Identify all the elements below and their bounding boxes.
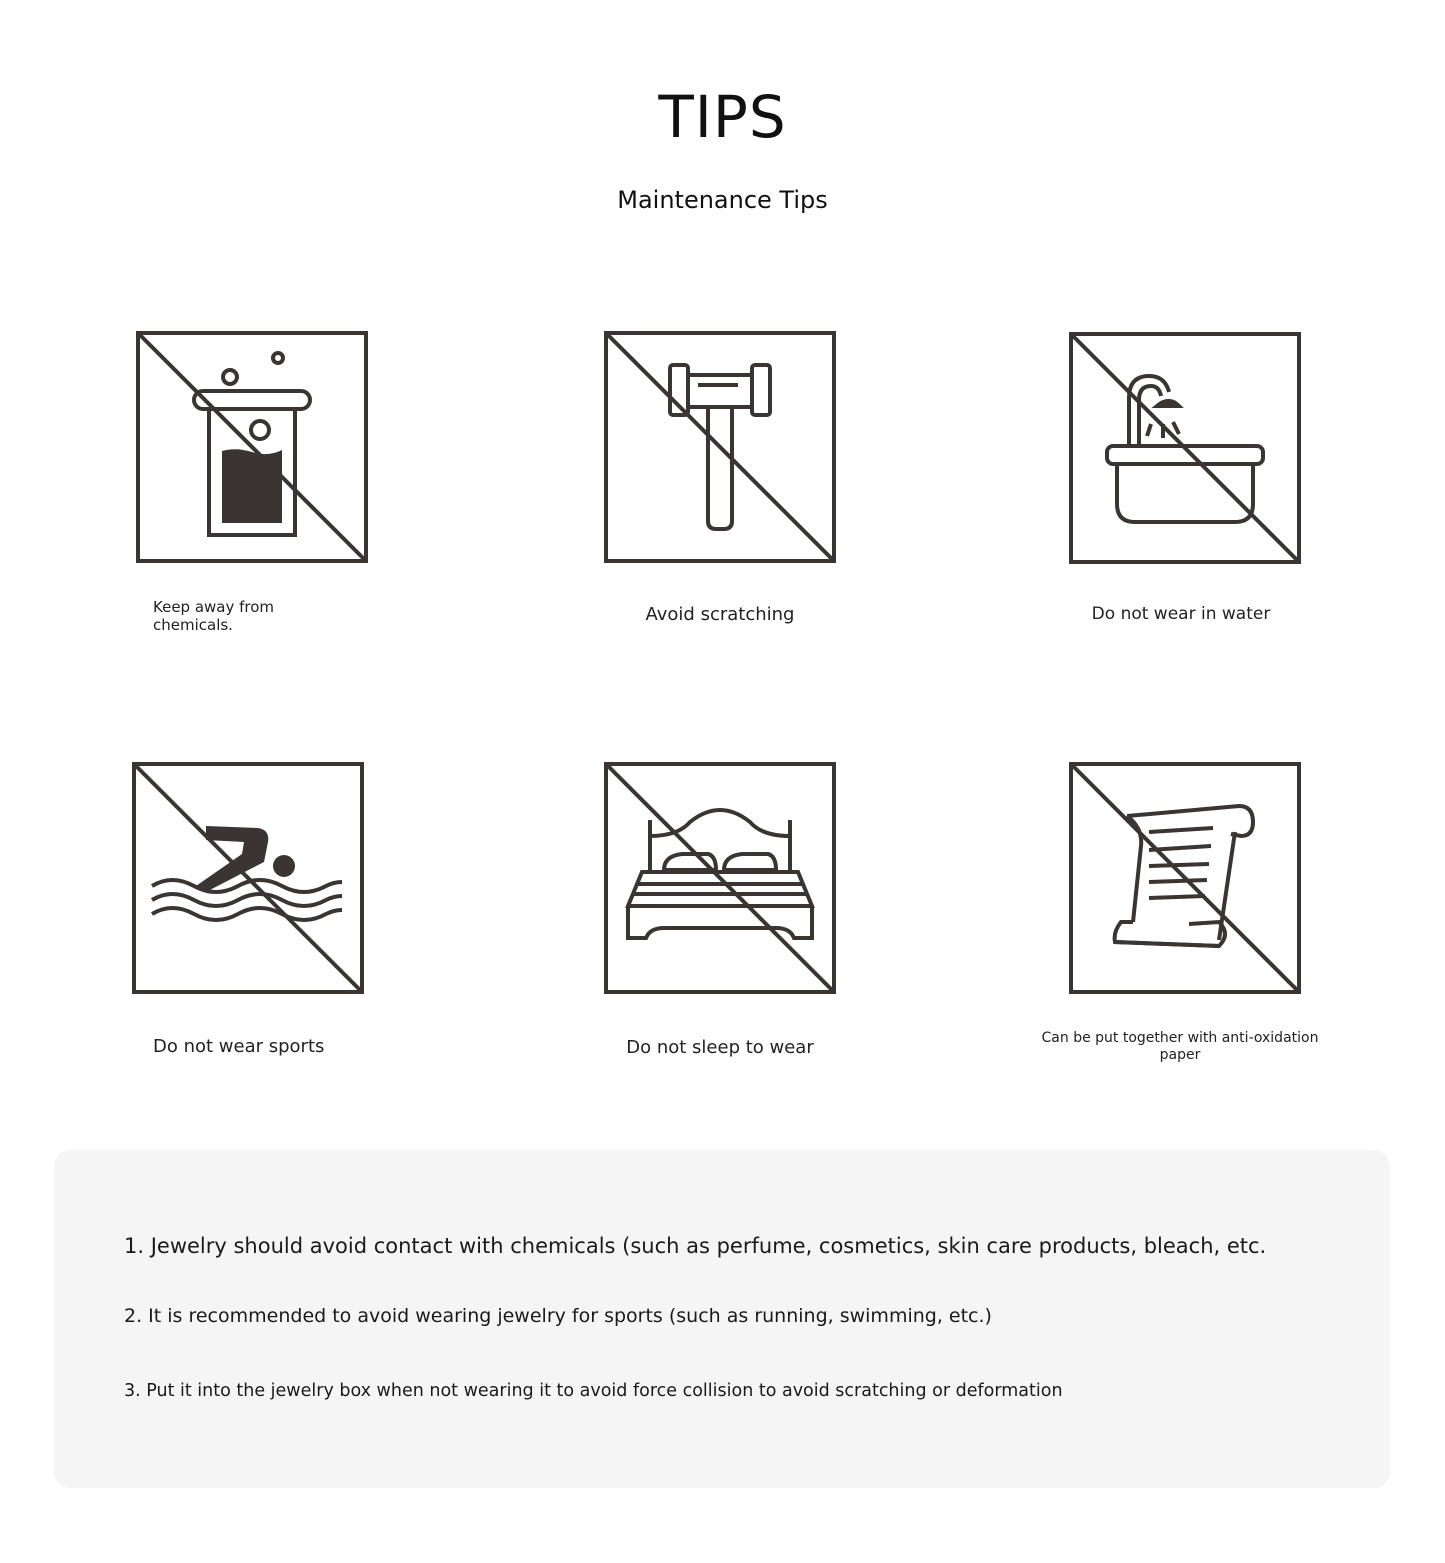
hammer-icon — [604, 331, 836, 563]
tip-label-scratching: Avoid scratching — [645, 604, 795, 625]
tip-label-sports: Do not wear sports — [153, 1036, 325, 1057]
note-3: 3. Put it into the jewelry box when not wearing it to avoid force collision to avoid scratching or deformation — [124, 1381, 1063, 1401]
chemical-beaker-icon — [136, 331, 368, 563]
paper-scroll-icon — [1069, 762, 1301, 994]
page-subtitle: Maintenance Tips — [617, 186, 828, 214]
note-1: 1. Jewelry should avoid contact with chemicals (such as perfume, cosmetics, skin care products, bleach, etc. — [124, 1234, 1267, 1258]
tip-label-paper: Can be put together with anti-oxidation paper — [1041, 1030, 1319, 1063]
bathtub-shower-icon — [1069, 332, 1301, 564]
swimmer-icon — [132, 762, 364, 994]
note-2: 2. It is recommended to avoid wearing jewelry for sports (such as running, swimming, etc.) — [124, 1305, 992, 1327]
bed-icon — [604, 762, 836, 994]
notes-panel — [54, 1150, 1390, 1488]
tip-label-sleep: Do not sleep to wear — [626, 1037, 814, 1058]
tip-label-chemicals: Keep away from chemicals. — [153, 598, 275, 634]
tip-label-water: Do not wear in water — [1091, 604, 1271, 624]
page-title: TIPS — [658, 83, 787, 151]
